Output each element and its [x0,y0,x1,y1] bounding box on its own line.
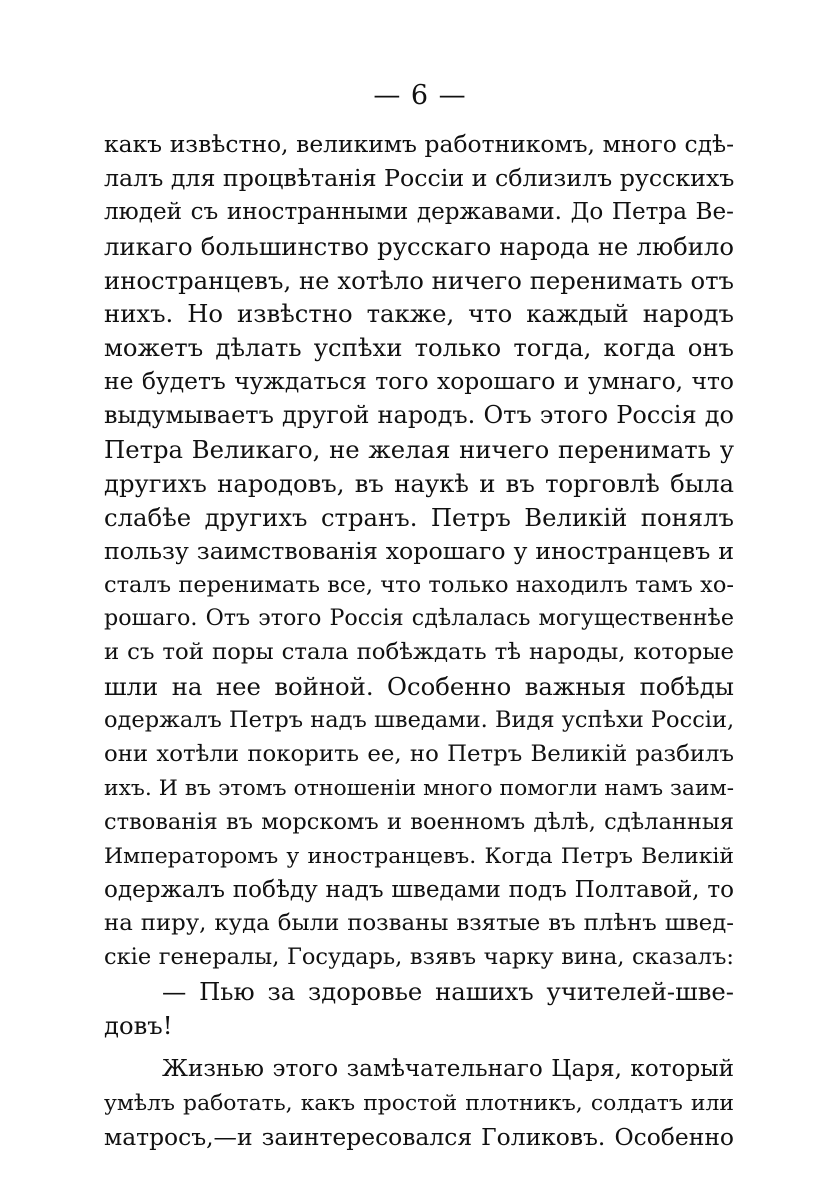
text-line: слабѣе другихъ странъ. Петръ Великій понялъ [104,502,734,532]
text-line: и съ той поры стала побѣждать тѣ народы, которые [104,639,734,666]
text-line: рошаго. Отъ этого Россія сдѣлалась могущественнѣе [104,605,734,632]
text-line: выдумываетъ другой народъ. Отъ этого Россія до [104,401,734,430]
text-line: Императоромъ у иностранцевъ. Когда Петръ Великій [104,843,734,869]
text-line: не будетъ чуждаться того хорошаго и умнаго, что [104,367,734,396]
text-line: ствованія въ морскомъ и военномъ дѣлѣ, сдѣланныя [104,808,734,835]
text-line: матросъ,—и заинтересовался Голиковъ. Особенно [104,1122,734,1151]
text-line: ихъ. И въ этомъ отношеніи много помогли намъ заим- [104,775,734,801]
text-line: сталъ перенимать все, что только находилъ тамъ хо- [104,571,734,598]
text-line: людей съ иностранными державами. До Петра Ве- [104,198,734,225]
text-line: одержалъ побѣду надъ шведами подъ Полтавой, то [104,876,734,903]
text-line: Петра Великаго, не желая ничего перенимать у [104,435,734,465]
text-line: одержалъ Петръ надъ шведами. Видя успѣхи Россіи, [104,707,735,734]
text-line: лалъ для процвѣтанія Россіи и сблизилъ русскихъ [104,163,735,192]
text-line: какъ извѣстно, великимъ работникомъ, много сдѣ- [104,130,734,158]
text-line: на пиру, куда были позваны взятые въ плѣнъ швед- [104,910,734,937]
quote-line: — Пью за здоровье нашихъ учителей-шве- [162,977,734,1007]
quote-line-end: довъ! [104,1011,173,1041]
text-line: иностранцевъ, не хотѣло ничего перенимать отъ [104,265,734,295]
text-line: они хотѣли покорить ее, но Петръ Великій разбилъ [104,741,734,768]
body-text [104,128,734,1155]
text-line: скіе генералы, Государь, взявъ чарку вина, сказалъ: [104,944,734,971]
text-line: нихъ. Но извѣстно также, что каждый народъ [104,299,734,329]
text-line: пользу заимствованія хорошаго у иностранцевъ и [104,536,734,565]
text-line: ликаго большинство русскаго народа не любило [104,231,734,261]
paragraph-gap [104,1043,734,1053]
paragraph-first-line: Жизнью этого замѣчательнаго Царя, который [162,1056,734,1083]
text-line: шли на нее войной. Особенно важныя побѣды [104,672,734,702]
text-line: другихъ народовъ, въ наукѣ и въ торговлѣ была [104,468,734,498]
text-line: умѣлъ работать, какъ простой плотникъ, солдатъ или [104,1090,734,1116]
text-line: можетъ дѣлать успѣхи только тогда, когда онъ [104,333,734,363]
page-number: — 6 — [373,80,467,111]
